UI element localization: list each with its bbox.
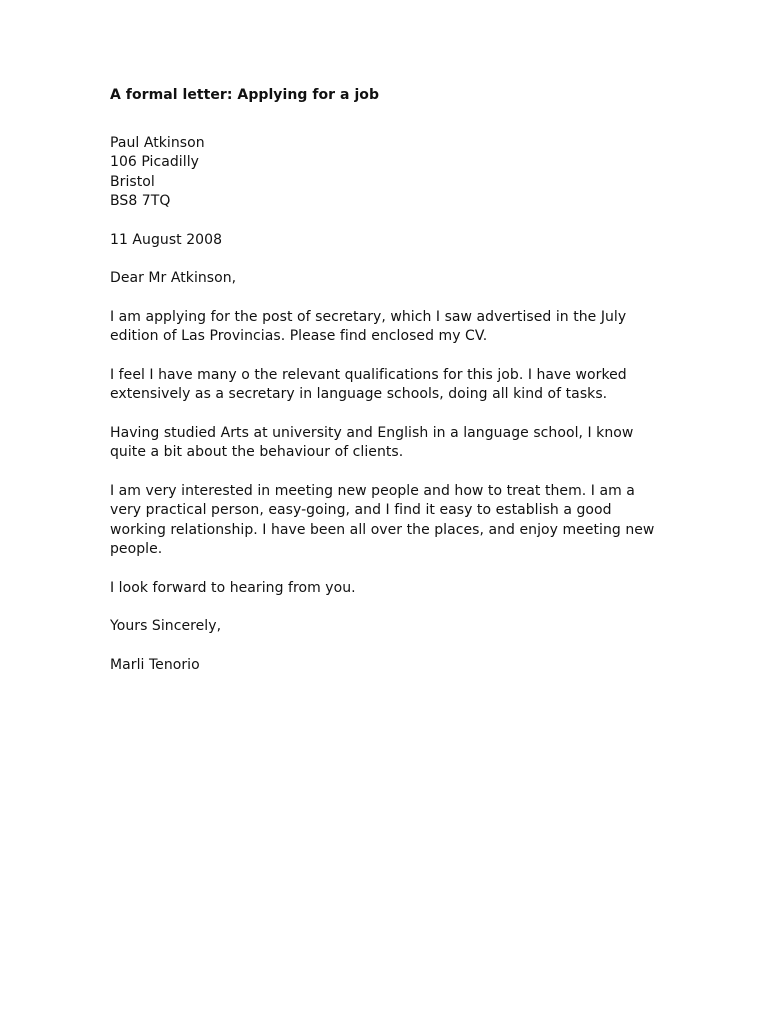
address-line-city: Bristol (110, 173, 155, 190)
address-line-name: Paul Atkinson (110, 134, 205, 151)
letter-body (110, 86, 670, 675)
address-line-street: 106 Picadilly (110, 154, 199, 170)
address-line-postcode: BS8 7TQ (110, 193, 171, 209)
letter-date: 11 August 2008 (110, 231, 223, 248)
paragraph-3: Having studied Arts at university and English in a language school, I know quite a bit about the behaviour of clients. (110, 424, 634, 460)
closing: Yours Sincerely, (110, 618, 222, 634)
paragraph-1: I am applying for the post of secretary, which I saw advertised in the July edition of Las Provincias. Please find enclosed my CV. (110, 308, 627, 344)
paragraph-4: I am very interested in meeting new people and how to treat them. I am a very practical person, easy-going, and I find it easy to establish a good working relationship. I have been all over the places, and enjoy meeting new people. (110, 482, 655, 557)
salutation: Dear Mr Atkinson, (110, 270, 237, 286)
paragraph-2: I feel I have many o the relevant qualifications for this job. I have worked extensively as a secretary in language schools, doing all kind of tasks. (110, 366, 627, 402)
recipient-address (110, 134, 670, 212)
signature-name: Marli Tenorio (110, 656, 200, 673)
letter-title: A formal letter: Applying for a job (110, 87, 380, 103)
paragraph-5: I look forward to hearing from you. (110, 579, 356, 596)
